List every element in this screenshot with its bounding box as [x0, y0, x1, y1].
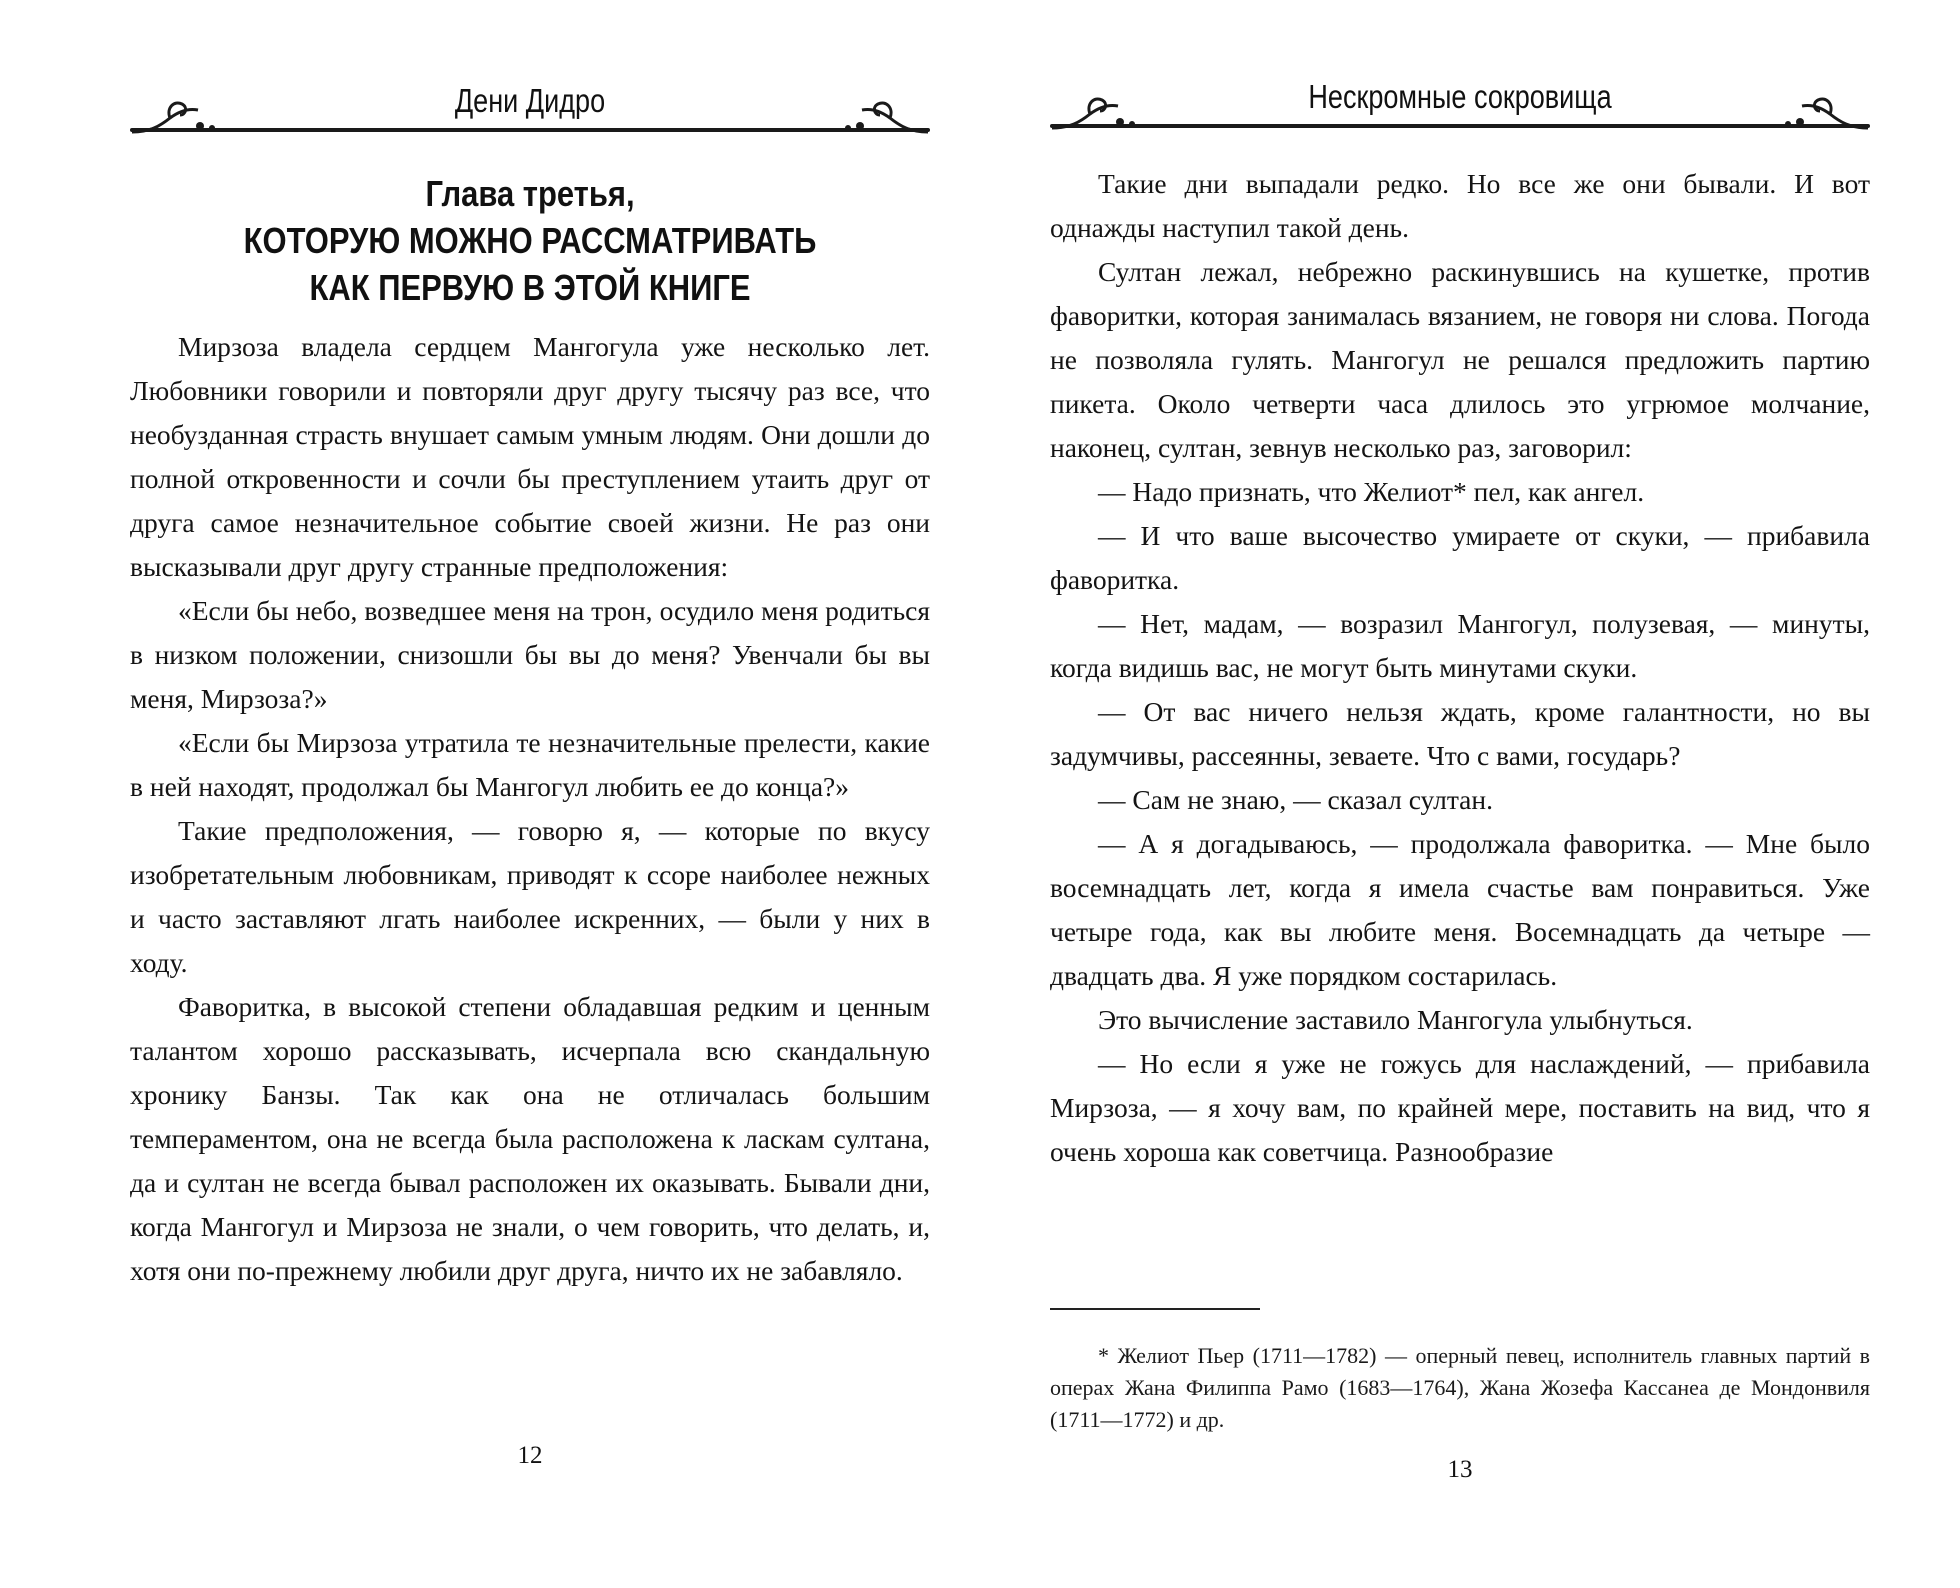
body-text — [130, 325, 930, 1293]
header-rule — [130, 128, 930, 132]
footnote-rule — [1050, 1308, 1260, 1310]
paragraph: Такие дни выпадали редко. Но все же они бывали. И вот однажды наступил такой день. — [1050, 168, 1870, 243]
chapter-heading — [130, 170, 930, 311]
body-text — [1050, 162, 1870, 1174]
running-head-title: Дени Дидро — [454, 82, 606, 119]
paragraph: Такие предположения, — говорю я, — которые по вкусу изобретательным любовникам, приводят к ссоре наиболее нежных и часто заставляют лгать наиболее искренних, — были у них в ходу. — [130, 815, 930, 978]
paragraph: «Если бы Мирзоза утратила те незначительные прелести, какие в ней находят, продолжал бы Мангогул любить ее до конца?» — [130, 727, 930, 802]
paragraph: — От вас ничего нельзя ждать, кроме галантности, но вы задумчивы, рассеянны, зеваете. Что с вами, государь? — [1050, 696, 1870, 771]
ornament-icon — [840, 96, 930, 140]
paragraph: Султан лежал, небрежно раскинувшись на кушетке, против фаворитки, которая занималась вязанием, не говоря ни слова. Погода не позволяла гулять. Мангогул не решался предложить партию пикета. Около четверти часа длилось это угрюмое молчание, наконец, султан, зевнув несколько раз, заговорил: — [1050, 256, 1870, 463]
ornament-icon — [1780, 92, 1870, 136]
running-head — [1050, 78, 1870, 148]
chapter-heading-line: Глава третья, — [425, 173, 635, 214]
paragraph: Это вычисление заставило Мангогула улыбнуться. — [1098, 1004, 1693, 1035]
paragraph: «Если бы небо, возведшее меня на трон, осудило меня родиться в низком положении, снизошли бы вы до меня? Увенчали бы вы меня, Мирзоза?» — [130, 595, 930, 714]
paragraph: — И что ваше высочество умираете от скуки, — прибавила фаворитка. — [1050, 520, 1870, 595]
page-number: 13 — [1447, 1456, 1473, 1483]
footnote: * Желиот Пьер (1711—1782) — оперный певец, исполнитель главных партий в операх Жана Филиппа Рамо (1683—1764), Жана Жозефа Кассанеа де Мондонвиля (1711—1772) и др. — [1050, 1343, 1870, 1432]
right-page — [1050, 0, 1870, 1588]
paragraph: — Но если я уже не гожусь для наслаждений, — прибавила Мирзоза, — я хочу вам, по крайней мере, поставить на вид, что я очень хороша как советчица. Разнообразие — [1050, 1048, 1870, 1167]
paragraph: Фаворитка, в высокой степени обладавшая редким и ценным талантом хорошо рассказывать, исчерпала всю скандальную хронику Банзы. Так как она не отличалась большим темпераментом, она не всегда была расположена к ласкам султана, да и султан не всегда бывал расположен их оказывать. Бывали дни, когда Мангогул и Мирзоза не знали, о чем говорить, что делать, и, хотя они по-прежнему любили друг друга, ничто их не забавляло. — [130, 991, 930, 1286]
paragraph: Мирзоза владела сердцем Мангогула уже несколько лет. Любовники говорили и повторяли друг другу тысячу раз все, что необузданная страсть внушает самым умным людям. Они дошли до полной откровенности и сочли бы преступлением утаить друг от друга самое незначительное событие своей жизни. Не раз они высказывали друг другу странные предположения: — [130, 331, 930, 582]
chapter-heading-line: КАК ПЕРВУЮ В ЭТОЙ КНИГЕ — [309, 267, 751, 308]
running-head-title: Нескромные сокровища — [1308, 78, 1612, 115]
left-page — [130, 0, 930, 1588]
paragraph: — А я догадываюсь, — продолжала фаворитка. — Мне было восемнадцать лет, когда я имела счастье вам понравиться. Уже четыре года, как вы любите меня. Восемнадцать да четыре — двадцать два. Я уже порядком состарилась. — [1050, 828, 1870, 991]
page-number: 12 — [517, 1442, 543, 1469]
paragraph: — Сам не знаю, — сказал султан. — [1098, 784, 1493, 815]
header-rule — [1050, 124, 1870, 128]
paragraph: — Надо признать, что Желиот* пел, как ангел. — [1098, 476, 1645, 507]
chapter-heading-line: КОТОРУЮ МОЖНО РАССМАТРИВАТЬ — [243, 220, 817, 261]
running-head — [130, 82, 930, 152]
paragraph: — Нет, мадам, — возразил Мангогул, полузевая, — минуты, когда видишь вас, не могут быть минутами скуки. — [1050, 608, 1870, 683]
